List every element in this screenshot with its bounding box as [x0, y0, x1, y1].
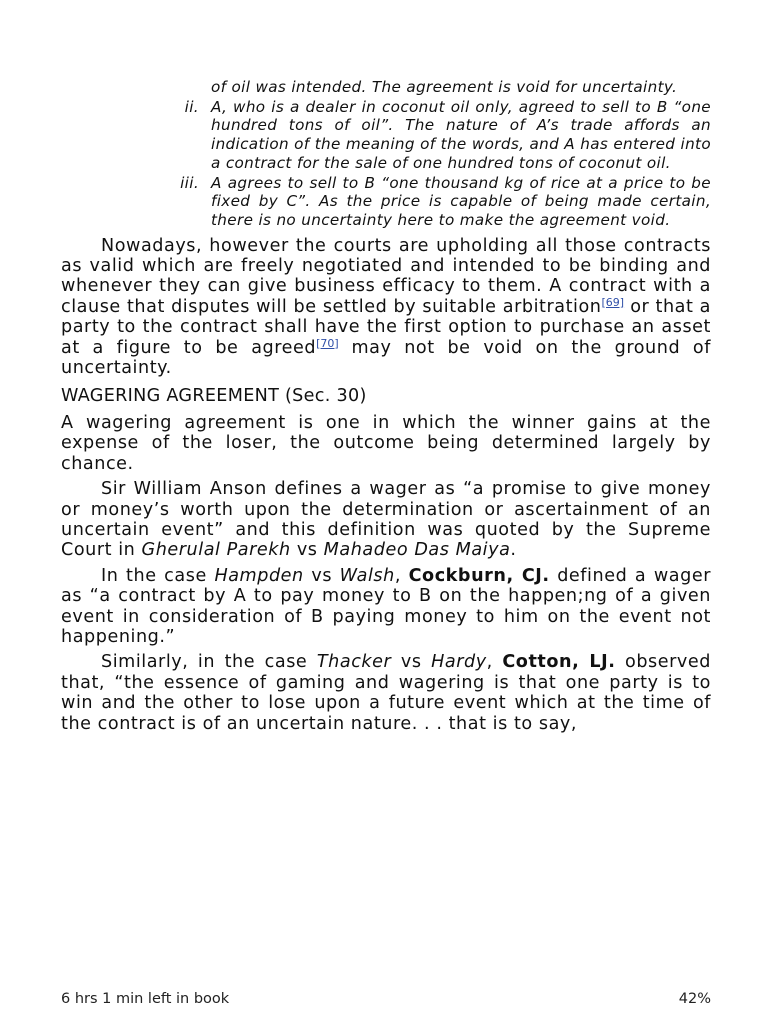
paragraph-text: Nowadays, however the courts are upholding all those contracts as valid which are freely negotiated and intended to be binding and whenever they can give business efficacy to them. A contract with a clause that disputes will be settled by suitable arbitration	[61, 235, 711, 317]
illustration-number: iii.	[180, 173, 199, 192]
illustration-text: A agrees to sell to B “one thousand kg of rice at a price to be fixed by C”. As the price is capable of being made certain, there is no uncertainty here to make the agreement void.	[211, 173, 711, 229]
paragraph-anson	[61, 479, 711, 561]
case-name: Hardy	[431, 652, 487, 673]
paragraph-text: observed that, “the essence of gaming and wagering is that one party is to win and the other to lose upon a future event which at the time of the contract is of an uncertain nature. . . that is to say,	[61, 652, 711, 734]
illustration-text: A, who is a dealer in coconut oil only, agreed to sell to B “one hundred tons of oil”. The nature of A’s trade affords an indication of the meaning of the words, and A has entered into a contract for the sale of one hundred tons of coconut oil.	[211, 97, 711, 172]
judge-name: Cockburn, CJ.	[408, 565, 550, 586]
reading-status-bar	[61, 990, 711, 1008]
paragraph-text: ,	[486, 652, 503, 673]
illustration-number: ii.	[184, 97, 199, 116]
section-heading-wagering: WAGERING AGREEMENT (Sec. 30)	[61, 386, 367, 407]
paragraph-text: may not be void on the ground of uncertainty.	[61, 337, 711, 379]
progress-percent: 42%	[678, 991, 711, 1007]
versus-text: vs	[290, 540, 324, 561]
paragraph-text: ,	[394, 565, 409, 586]
case-name: Mahadeo Das Maiya	[323, 540, 511, 561]
paragraph-text: In the case	[101, 565, 215, 586]
paragraph-text: defined a wager as “a contract by A to pay money to B on the happen;ng of a given event in consideration of B paying money to him on the event not happening.”	[61, 565, 711, 647]
paragraph-text: Similarly, in the case	[101, 652, 317, 673]
paragraph-text: .	[510, 540, 517, 561]
paragraph-hampden	[61, 566, 711, 648]
paragraph-nowadays	[61, 236, 711, 379]
case-name: Thacker	[316, 652, 392, 673]
footnote-link-69[interactable]: [69]	[601, 295, 625, 309]
paragraph-text: defines a wager as “a promise to give money or money’s worth upon the determination or ascertainment of an uncertain event” and this definition was quoted by the Supreme Court in	[61, 479, 711, 561]
case-name: Gherulal Parekh	[141, 540, 291, 561]
illustration-continuation-text: of oil was intended. The agreement is void for uncertainty.	[211, 78, 678, 96]
reader-page	[61, 78, 711, 734]
illustration-item-ii	[184, 97, 711, 173]
paragraph-thacker	[61, 652, 711, 734]
case-name: Walsh	[339, 565, 395, 586]
time-left-label: 6 hrs 1 min left in book	[61, 991, 230, 1007]
illustration-list	[61, 78, 711, 230]
illustration-item-iii	[180, 173, 711, 230]
paragraph-text: or that a party to the contract shall have the first option to purchase an asset at a figure to be agreed	[61, 296, 711, 358]
versus-text: vs	[303, 565, 340, 586]
footnote-link-70[interactable]: [70]	[316, 336, 339, 350]
case-name: Hampden	[214, 565, 304, 586]
paragraph-wager-definition: A wagering agreement is one in which the winner gains at the expense of the loser, the outcome being determined largely by chance.	[61, 412, 711, 474]
judge-name: Cotton, LJ.	[502, 652, 616, 673]
illustration-continuation	[211, 78, 711, 97]
author-name: Sir William Anson	[101, 479, 267, 500]
versus-text: vs	[391, 652, 432, 673]
